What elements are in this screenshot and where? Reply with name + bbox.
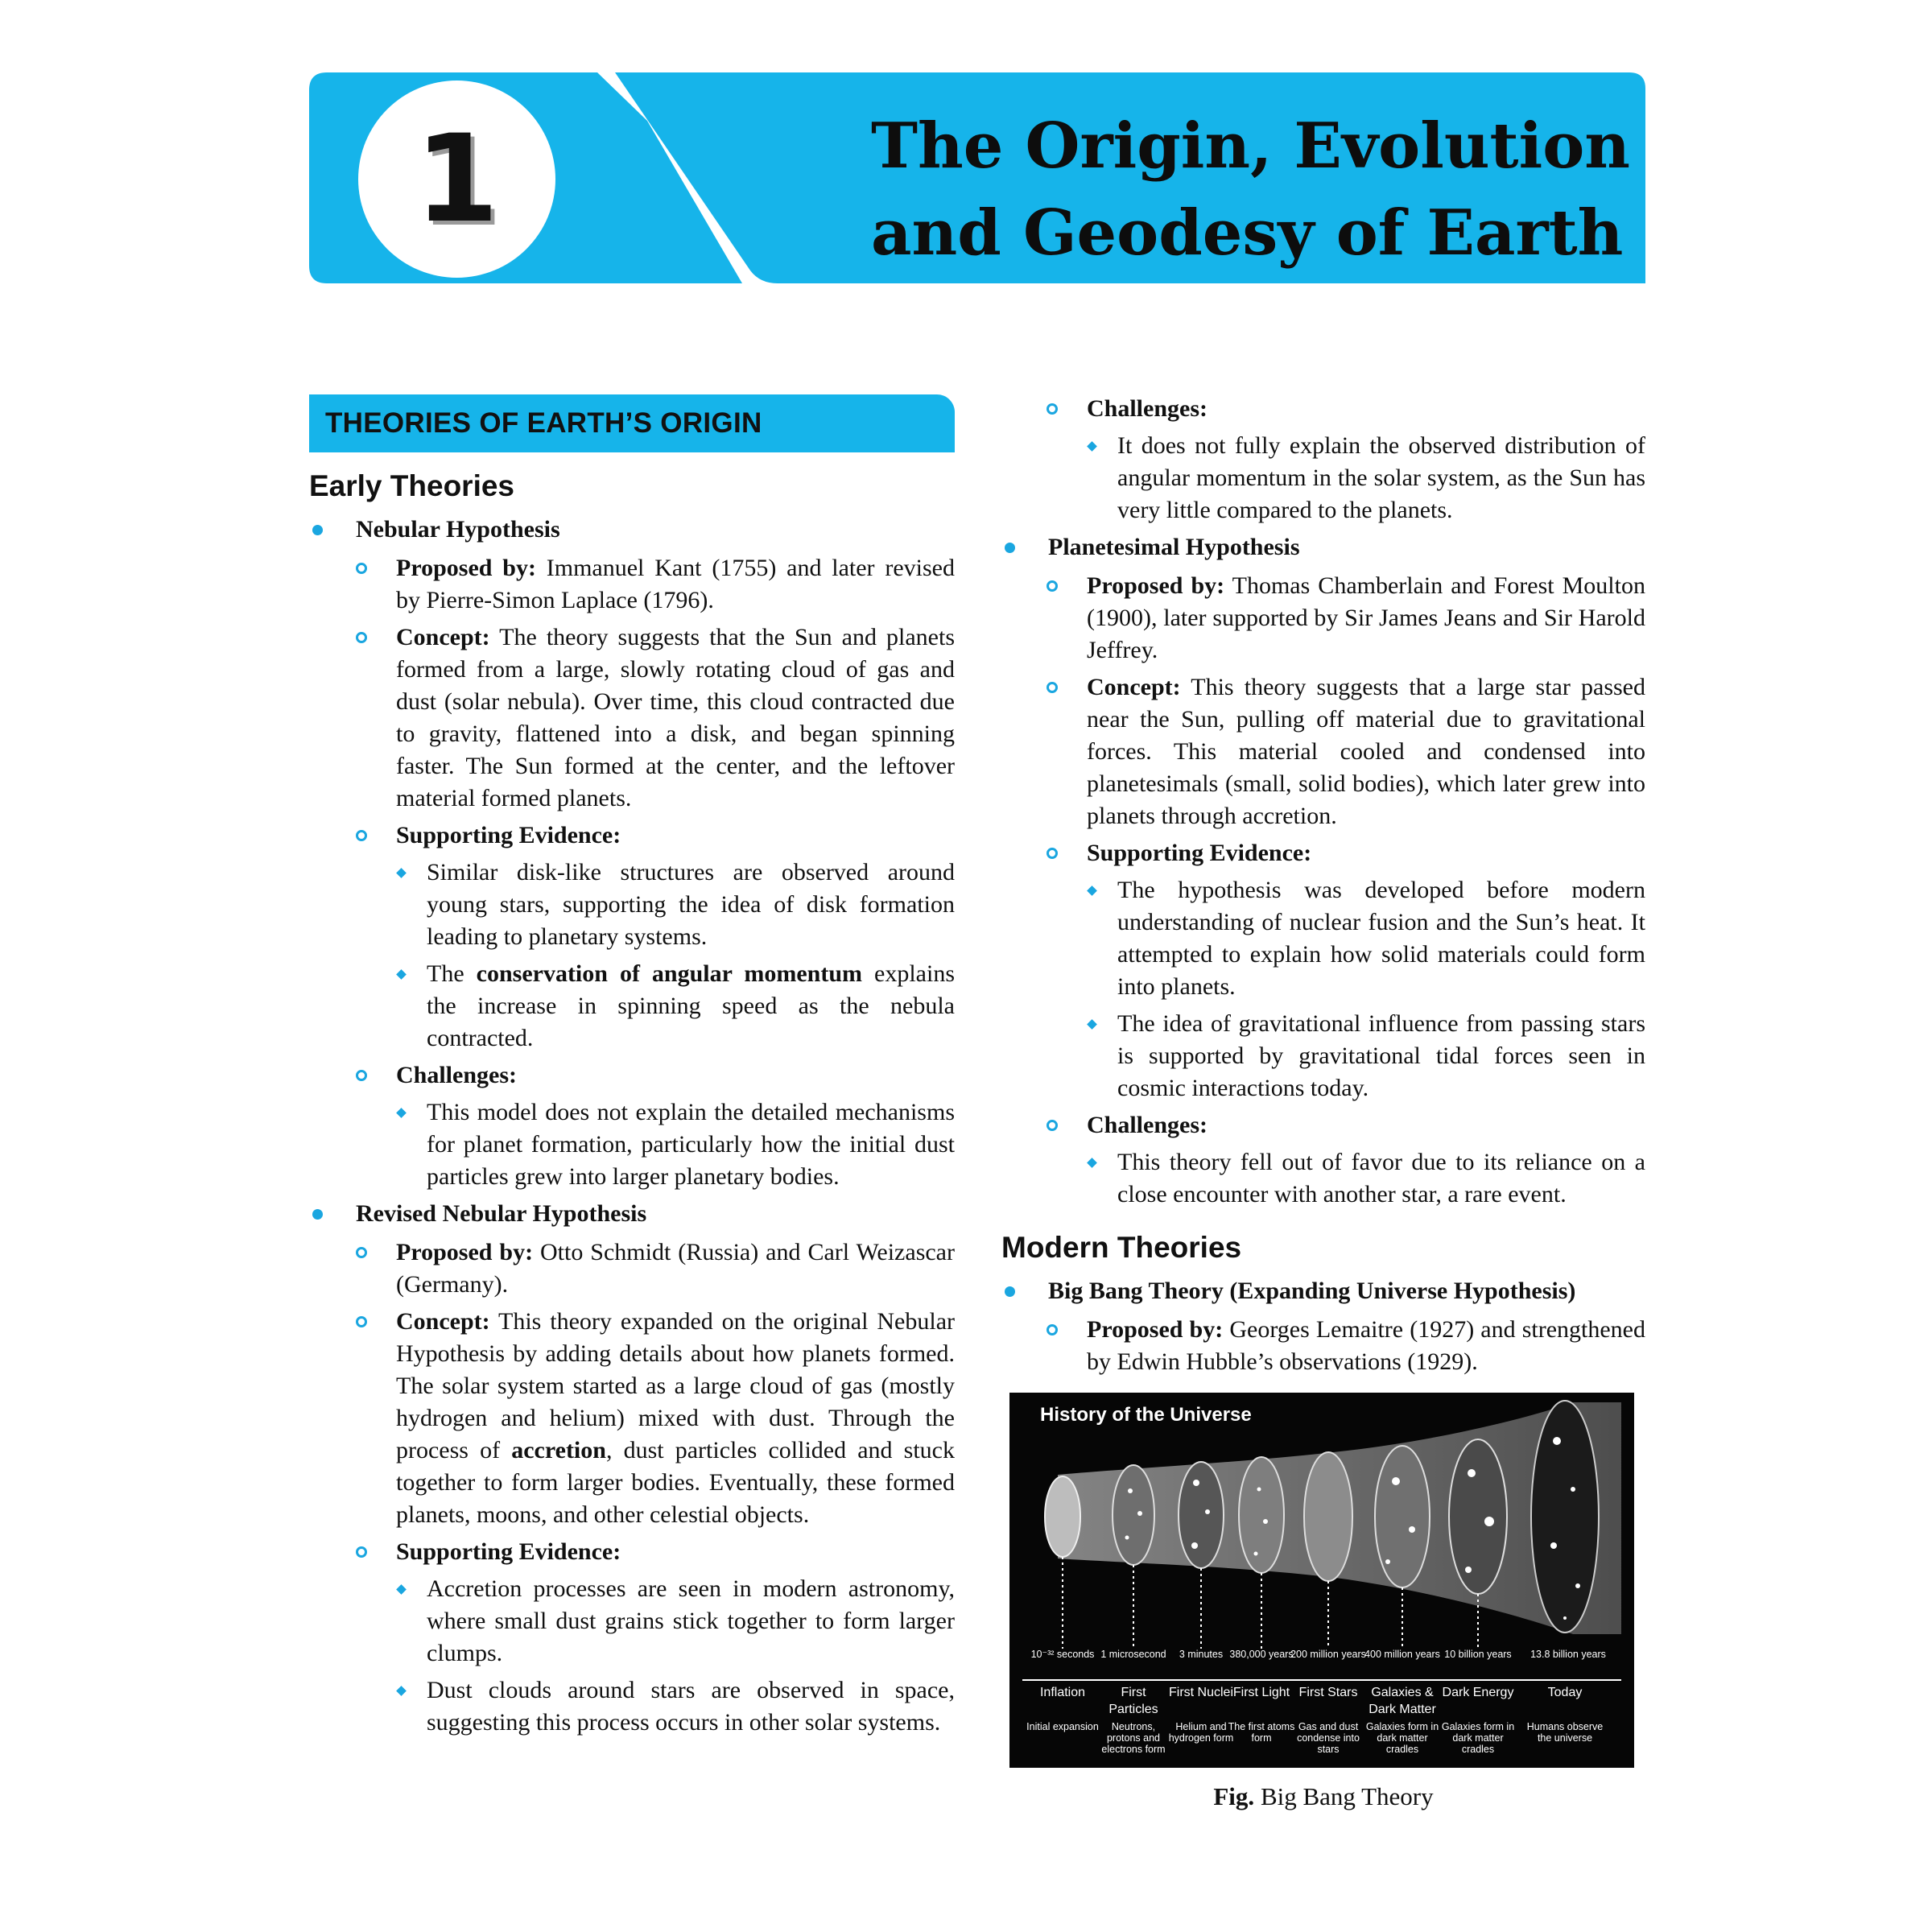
stage-description: Galaxies form in dark matter cradles [1365, 1721, 1439, 1755]
stage-era: Today [1547, 1686, 1583, 1699]
revised-concept: Concept: This theory expanded on the original Nebular Hypothesis by adding details about how planets formed. The solar system started as a large cloud of gas (mostly hydrogen and helium) mixed with dust. Through the process of accretion, dust particles collided and stuck together to form larger bodies. Eventually, these formed planets, moons, and other celestial objects. [396, 1306, 955, 1531]
circle-bullet-icon [1046, 403, 1058, 415]
circle-bullet-icon [356, 1546, 367, 1558]
stage-time: 10⁻³² seconds [1030, 1649, 1095, 1660]
chapter-title-line1: The Origin, Evolution [871, 109, 1630, 183]
section-title: THEORIES OF EARTH’S ORIGIN [325, 407, 762, 439]
figure-caption: Fig. Big Bang Theory [1213, 1782, 1434, 1810]
diamond-bullet-icon [396, 1108, 407, 1118]
heading-modern-theories: Modern Theories [1001, 1231, 1242, 1264]
diamond-bullet-icon [1087, 886, 1097, 896]
stage-era: First Nuclei [1168, 1686, 1233, 1699]
nebular-concept: Concept: The theory suggests that the Sun and planets formed from a large, slowly rotating cloud of gas and dust (solar nebula). Over time, this cloud contracted due to gravity, flattened into a disk, and began spinning faster. The Sun formed at the center, and the leftover material formed planets. [396, 621, 955, 815]
circle-bullet-icon [356, 563, 367, 574]
stage-description: Humans observe the universe [1526, 1721, 1604, 1744]
chapter-title [871, 103, 1630, 277]
circle-bullet-icon [1046, 682, 1058, 693]
circle-bullet-icon [356, 830, 367, 841]
nebular-evidence-1: Similar disk-like structures are observed around young stars, supporting the idea of disk formation leading to planetary systems. [427, 857, 955, 953]
stage-era: Galaxies & Dark Matter [1368, 1686, 1436, 1716]
revised-proposed: Proposed by: Otto Schmidt (Russia) and Carl Weizascar (Germany). [396, 1236, 955, 1301]
stage-time: 1 microsecond [1100, 1649, 1166, 1660]
revised-challenges-label: Challenges: [1087, 393, 1645, 425]
stage-time: 380,000 years [1229, 1649, 1294, 1660]
stage-time: 3 minutes [1179, 1649, 1224, 1660]
diamond-bullet-icon [396, 1686, 407, 1696]
circle-bullet-icon [1046, 580, 1058, 592]
diamond-bullet-icon [1087, 441, 1097, 452]
nebular-evidence-2: The conservation of angular momentum explains the increase in spinning speed as the nebula contracted. [427, 958, 955, 1055]
figure-title: History of the Universe [1040, 1404, 1252, 1426]
planetesimal-challenge-1: This theory fell out of favor due to its reliance on a close encounter with another star, a rare event. [1117, 1146, 1645, 1211]
circle-bullet-icon [1046, 1120, 1058, 1131]
section-header [309, 394, 955, 452]
nebular-challenges-label: Challenges: [396, 1059, 955, 1092]
nebular-challenge-1: This model does not explain the detailed mechanisms for planet formation, particularly how the initial dust particles grew into larger planetary bodies. [427, 1096, 955, 1193]
nebular-proposed: Proposed by: Immanuel Kant (1755) and later revised by Pierre-Simon Laplace (1796). [396, 552, 955, 617]
heading-early-theories: Early Theories [309, 469, 515, 502]
revised-evidence-2: Dust clouds around stars are observed in space, suggesting this process occurs in other solar systems. [427, 1674, 955, 1739]
circle-bullet-icon [356, 632, 367, 643]
stage-era: First Light [1232, 1686, 1290, 1699]
stage-description: Gas and dust condense into stars [1297, 1721, 1360, 1755]
stage-description: Helium and hydrogen form [1168, 1721, 1234, 1744]
big-bang-figure [1009, 1393, 1634, 1768]
diamond-bullet-icon [396, 1584, 407, 1595]
planetesimal-title: Planetesimal Hypothesis [1001, 531, 1645, 564]
stage-era: Dark Energy [1442, 1686, 1514, 1699]
revised-challenge-1: It does not fully explain the observed distribution of angular momentum in the solar system, as the Sun has very little compared to the planets. [1117, 430, 1645, 526]
right-column [1001, 393, 1645, 1811]
stage-time: 13.8 billion years [1530, 1649, 1606, 1660]
chapter-title-line2: and Geodesy of Earth [871, 196, 1624, 270]
figure-divider [1022, 1679, 1621, 1681]
bigbang-proposed: Proposed by: Georges Lemaitre (1927) and strengthened by Edwin Hubble’s observations (1929). [1087, 1314, 1645, 1378]
circle-bullet-icon [1046, 848, 1058, 859]
diamond-bullet-icon [396, 868, 407, 878]
stage-time: 200 million years [1290, 1649, 1366, 1660]
circle-bullet-icon [356, 1070, 367, 1081]
stage-era: Inflation [1039, 1686, 1086, 1699]
planetesimal-evidence-label: Supporting Evidence: [1087, 837, 1645, 869]
stage-time: 400 million years [1364, 1649, 1440, 1660]
revised-title: Revised Nebular Hypothesis [309, 1198, 955, 1230]
stage-description: The first atoms form [1228, 1721, 1295, 1744]
planetesimal-evidence-1: The hypothesis was developed before modern understanding of nuclear fusion and the Sun’s heat. It attempted to explain how solid materials could form into planets. [1117, 874, 1645, 1003]
stage-time: 10 billion years [1444, 1649, 1512, 1660]
planetesimal-proposed: Proposed by: Thomas Chamberlain and Forest Moulton (1900), later supported by Sir James Jeans and Sir Harold Jeffrey. [1087, 570, 1645, 667]
diamond-bullet-icon [396, 969, 407, 980]
revised-evidence-1: Accretion processes are seen in modern astronomy, where small dust grains stick together to form larger clumps. [427, 1573, 955, 1670]
planetesimal-concept: Concept: This theory suggests that a large star passed near the Sun, pulling off material due to gravitational forces. This material cooled and condensed into planetesimals (small, solid bodies), which later grew into planets through accretion. [1087, 671, 1645, 832]
nebular-title: Nebular Hypothesis [309, 514, 955, 546]
circle-bullet-icon [356, 1316, 367, 1327]
planetesimal-challenges-label: Challenges: [1087, 1109, 1645, 1141]
stage-description: Galaxies form in dark matter cradles [1441, 1721, 1515, 1755]
stage-description: Neutrons, protons and electrons form [1101, 1721, 1166, 1755]
revised-evidence-label: Supporting Evidence: [396, 1536, 955, 1568]
stage-era: First Stars [1298, 1686, 1358, 1699]
diamond-bullet-icon [1087, 1158, 1097, 1168]
circle-bullet-icon [356, 1247, 367, 1258]
left-column [309, 394, 955, 1744]
nebular-evidence-label: Supporting Evidence: [396, 819, 955, 852]
bigbang-title: Big Bang Theory (Expanding Universe Hypothesis) [1001, 1275, 1645, 1307]
chapter-number-circle [358, 80, 555, 278]
circle-bullet-icon [1046, 1324, 1058, 1335]
chapter-number: 1 [415, 109, 499, 250]
diamond-bullet-icon [1087, 1019, 1097, 1030]
stage-description: Initial expansion [1026, 1721, 1099, 1732]
planetesimal-evidence-2: The idea of gravitational influence from passing stars is supported by gravitational tidal forces seen in cosmic interactions today. [1117, 1008, 1645, 1104]
stage-era: First Particles [1108, 1686, 1158, 1716]
